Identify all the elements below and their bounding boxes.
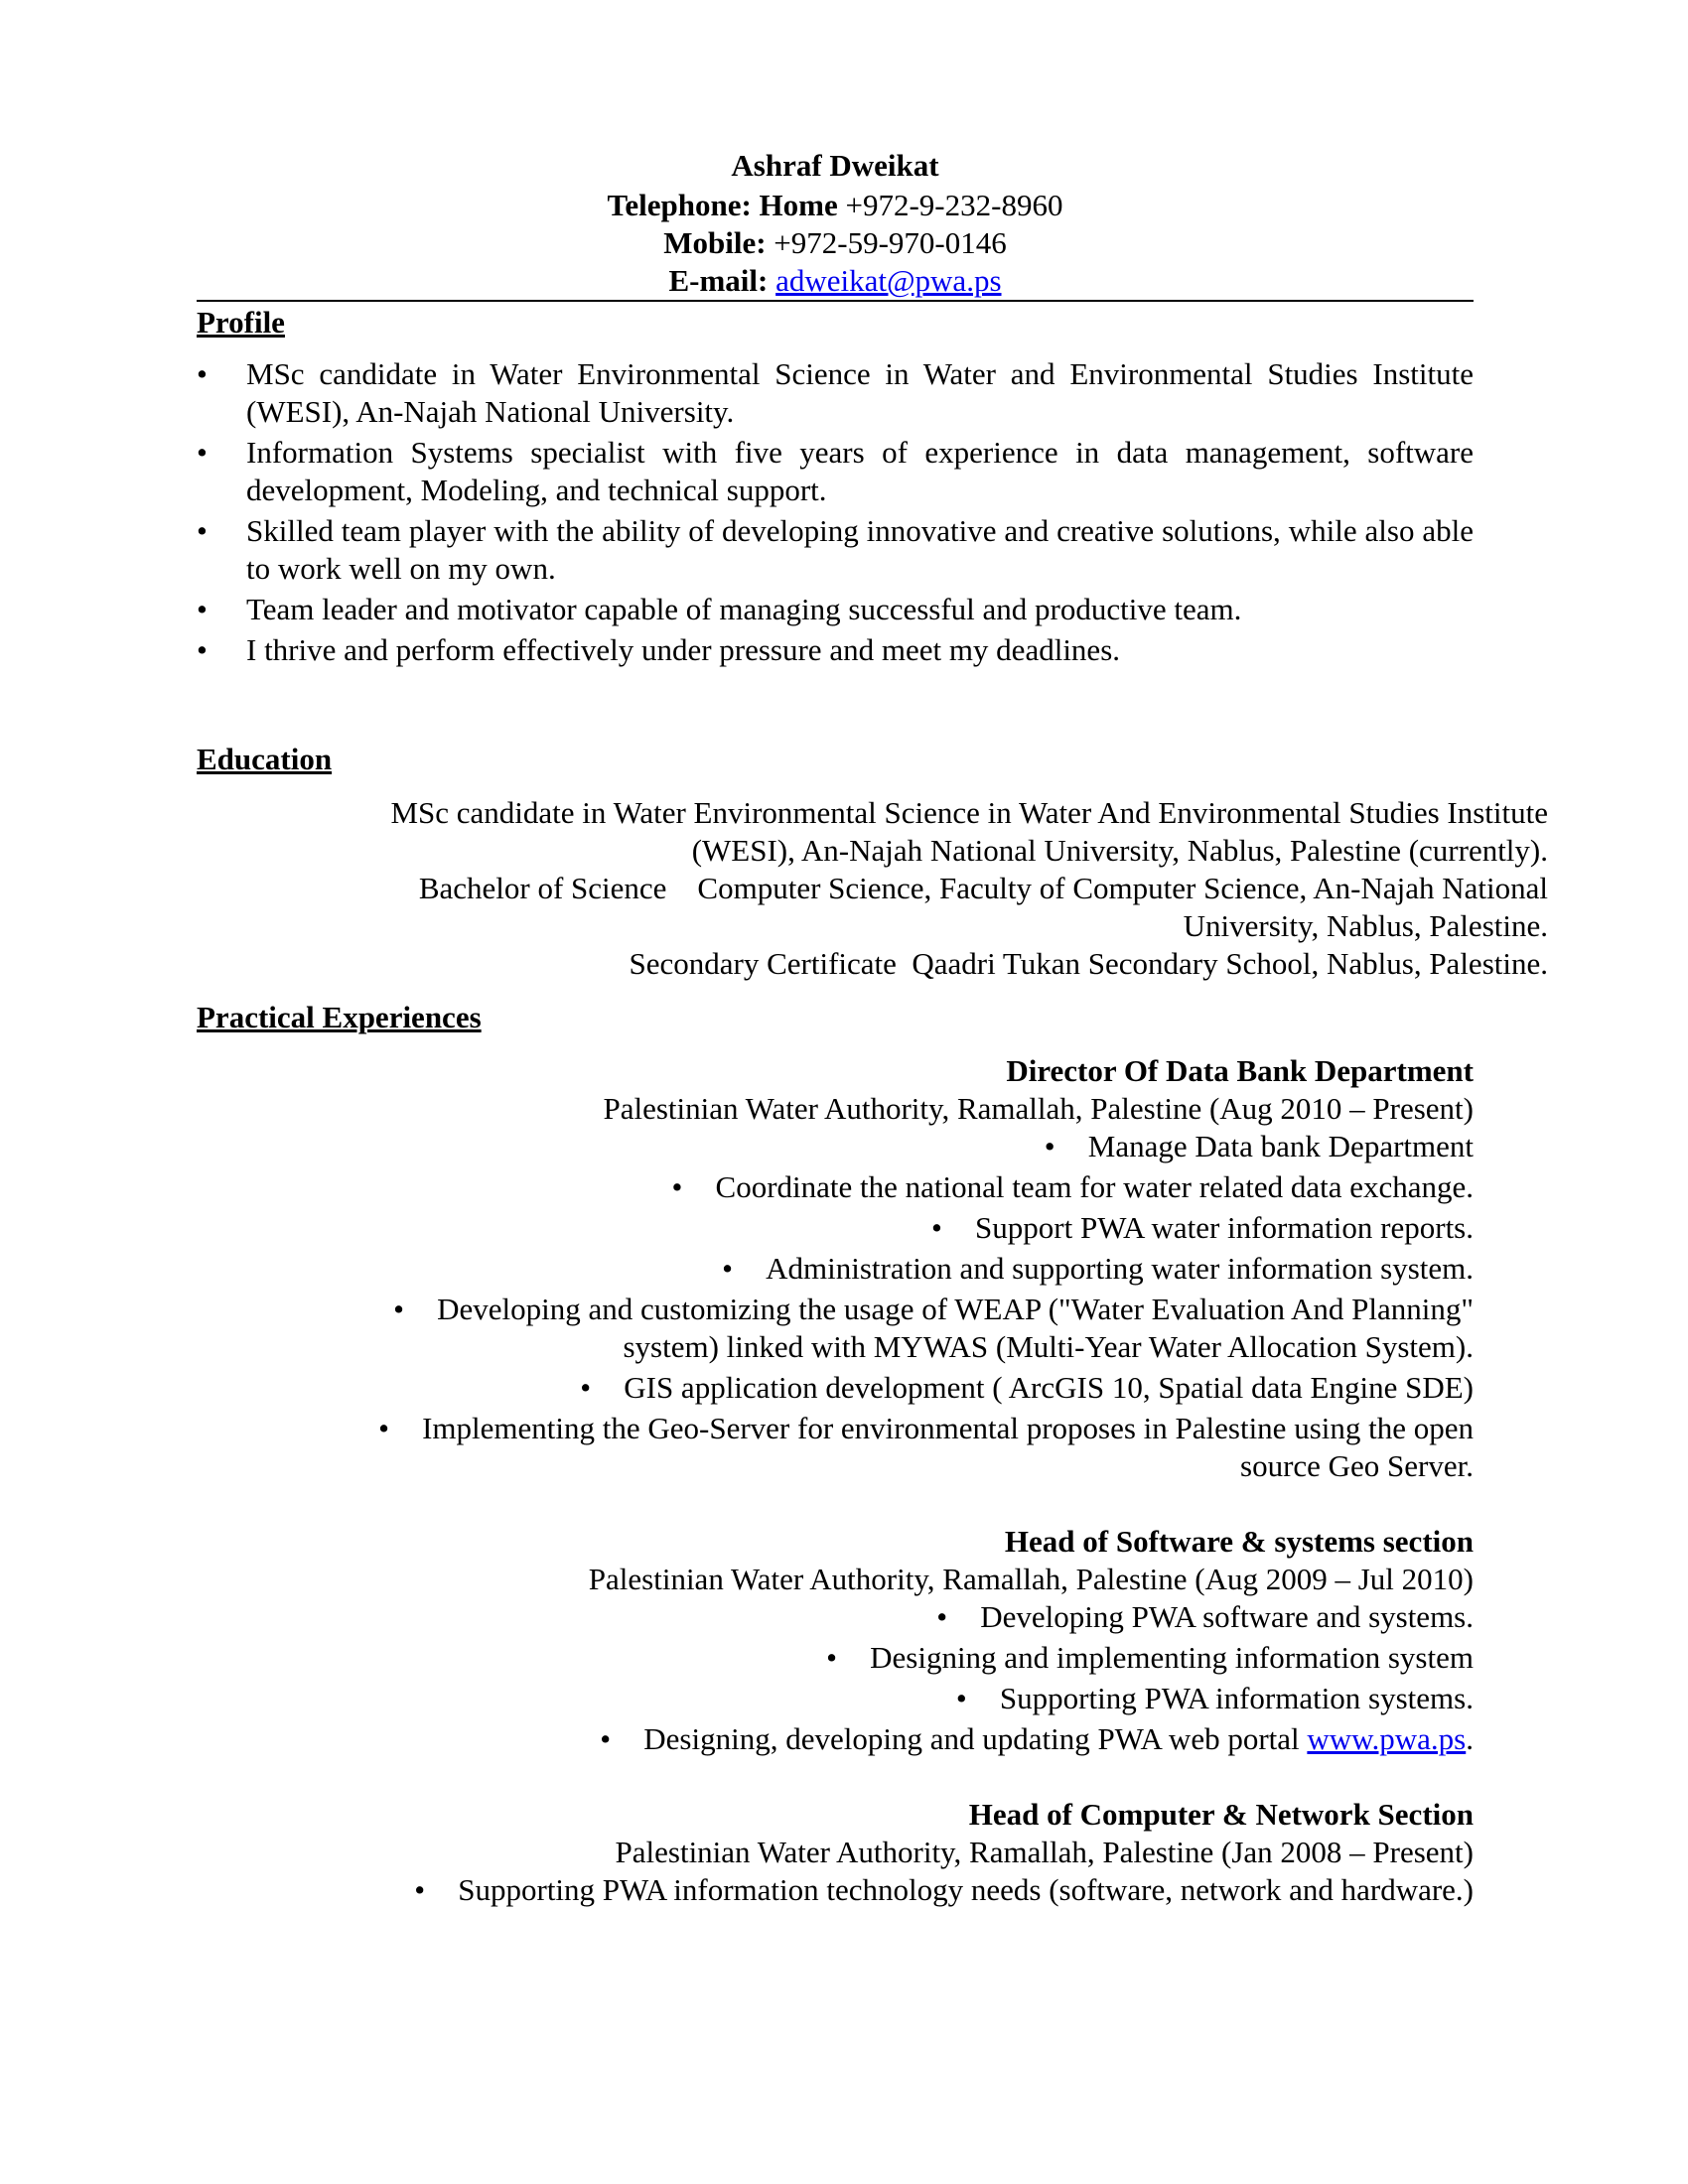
telephone-label: Telephone: Home: [607, 188, 838, 222]
duty-text: Coordinate the national team for water related data exchange.: [715, 1169, 1474, 1204]
duty-item: [197, 1871, 1474, 1909]
job-entry: [197, 1052, 1474, 1485]
profile-item: • MSc candidate in Water Environmental Science in Water and Environmental Studies Institute (WESI), An-Najah National University.: [197, 355, 1474, 431]
profile-heading: Profile: [197, 305, 285, 340]
mobile-label: Mobile:: [663, 225, 767, 260]
bullet-icon: •: [393, 1292, 404, 1326]
duty-text: Support PWA water information reports.: [975, 1210, 1474, 1245]
bullet-icon: •: [936, 1599, 948, 1634]
profile-item: • Information Systems specialist with five years of experience in data management, software development, Modeling, and technical support.: [197, 434, 1474, 509]
job-title: Head of Software & systems section: [1004, 1524, 1474, 1559]
email-label: E-mail:: [668, 263, 769, 298]
candidate-name: Ashraf Dweikat: [731, 148, 939, 183]
job-organization: Palestinian Water Authority, Ramallah, Palestine (Jan 2008 – Present): [615, 1835, 1474, 1869]
education-line: Bachelor of Science Computer Science, Faculty of Computer Science, An-Najah National: [418, 871, 1548, 905]
email-link[interactable]: adweikat@pwa.ps: [775, 263, 1002, 298]
bullet-icon: •: [931, 1210, 942, 1245]
duty-text-continued: system) linked with MYWAS (Multi-Year Water Allocation System).: [623, 1329, 1474, 1364]
duty-text: Developing and customizing the usage of WEAP ("Water Evaluation And Planning": [437, 1292, 1474, 1326]
duty-item: [197, 1410, 1474, 1485]
duty-text-continued: source Geo Server.: [1240, 1448, 1474, 1483]
email-line: [197, 262, 1474, 300]
duty-item: [197, 1720, 1474, 1758]
duty-item: [197, 1209, 1474, 1247]
job-entry: [197, 1523, 1474, 1758]
resume-header: [197, 147, 1474, 300]
duty-item: [197, 1250, 1474, 1288]
telephone-value: +972-9-232-8960: [845, 188, 1063, 222]
duty-text-end: .: [1466, 1721, 1474, 1756]
pwa-portal-link[interactable]: www.pwa.ps: [1307, 1721, 1467, 1756]
education-heading: Education: [197, 742, 333, 776]
duty-item: [197, 1291, 1474, 1366]
duty-item: [197, 1369, 1474, 1407]
duty-text: Developing PWA software and systems.: [980, 1599, 1474, 1634]
bullet-icon: •: [722, 1251, 733, 1286]
duty-item: [197, 1128, 1474, 1165]
education-block: [197, 794, 1548, 983]
duty-text: Supporting PWA information technology needs (software, network and hardware.): [458, 1872, 1474, 1907]
job-duties: [197, 1598, 1474, 1758]
header-divider: [197, 300, 1474, 302]
education-line: (WESI), An-Najah National University, Nablus, Palestine (currently).: [691, 833, 1548, 868]
bullet-icon: •: [414, 1872, 426, 1907]
duty-text: Manage Data bank Department: [1087, 1129, 1474, 1163]
telephone-line: [197, 187, 1474, 224]
job-organization: Palestinian Water Authority, Ramallah, Palestine (Aug 2009 – Jul 2010): [588, 1562, 1474, 1596]
bullet-icon: •: [580, 1370, 592, 1405]
job-title: Head of Computer & Network Section: [968, 1797, 1474, 1832]
profile-item: • Skilled team player with the ability of developing innovative and creative solutions, while also able to work well on my own.: [197, 512, 1474, 588]
resume-page: [197, 147, 1548, 1912]
bullet-icon: •: [671, 1169, 683, 1204]
mobile-line: [197, 224, 1474, 262]
bullet-icon: •: [955, 1681, 967, 1715]
duty-item: [197, 1639, 1474, 1677]
job-duties: [197, 1128, 1474, 1485]
education-line: Secondary Certificate Qaadri Tukan Secondary School, Nablus, Palestine.: [629, 946, 1548, 981]
profile-list: [197, 355, 1474, 669]
job-duties: [197, 1871, 1474, 1909]
profile-item: • I thrive and perform effectively under pressure and meet my deadlines.: [197, 631, 1474, 669]
duty-text: GIS application development ( ArcGIS 10, Spatial data Engine SDE): [624, 1370, 1474, 1405]
duty-text: Supporting PWA information systems.: [999, 1681, 1474, 1715]
education-line: MSc candidate in Water Environmental Science in Water And Environmental Studies Institute: [390, 795, 1548, 830]
profile-item: • Team leader and motivator capable of managing successful and productive team.: [197, 591, 1474, 628]
duty-text: Designing, developing and updating PWA web portal: [643, 1721, 1300, 1756]
bullet-icon: •: [600, 1721, 612, 1756]
job-entry: [197, 1796, 1474, 1909]
duty-text: Implementing the Geo-Server for environmental proposes in Palestine using the open: [422, 1411, 1474, 1445]
duty-text: Designing and implementing information system: [870, 1640, 1474, 1675]
mobile-value: +972-59-970-0146: [774, 225, 1007, 260]
duty-text: Administration and supporting water information system.: [766, 1251, 1474, 1286]
bullet-icon: •: [378, 1411, 389, 1445]
bullet-icon: •: [826, 1640, 837, 1675]
job-title: Director Of Data Bank Department: [1006, 1053, 1474, 1088]
duty-item: [197, 1168, 1474, 1206]
duty-item: [197, 1598, 1474, 1636]
bullet-icon: •: [1044, 1129, 1055, 1163]
job-organization: Palestinian Water Authority, Ramallah, Palestine (Aug 2010 – Present): [603, 1091, 1474, 1126]
experience-heading: Practical Experiences: [197, 1000, 482, 1034]
education-line: University, Nablus, Palestine.: [1183, 908, 1548, 943]
duty-item: [197, 1680, 1474, 1717]
